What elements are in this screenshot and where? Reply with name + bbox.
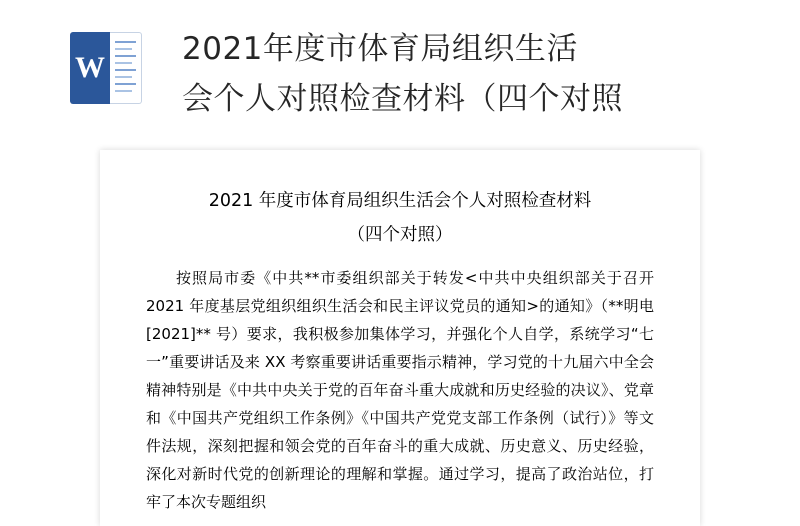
document-title [146,184,654,252]
word-document-icon [70,32,142,104]
document-sheet [100,150,700,526]
document-title-line1: 2021 年度市体育局组织生活会个人对照检查材料 [208,191,592,211]
document-title-line2: （四个对照） [347,225,453,245]
word-icon-letter: W [70,32,110,104]
document-paragraph: 按照局市委《中共**市委组织部关于转发<中共中央组织部关于召开 2021 年度基层党组织组织生活会和民主评议党员的通知>的通知》（**明电[2021]** 号）要求，我积极参加集体学习，并强化个人自学，系统学习“七一”重要讲话及来 XX 考察重要讲话重要指示精神，学习党的十九届六中全会精神特别是《中共中央关于党的百年奋斗重大成就和历史经验的决议》、党章和《中国共产党组织工作条例》《中国共产党党支部工作条例（试行）》等文件法规，深刻把握和领会党的百年奋斗的重大成就、历史意义、历史经验，深化对新时代党的创新理论的理解和掌握。通过学习，提高了政治站位，打牢了本次专题组织 [146,269,654,511]
preview-header [0,0,800,150]
page-title [182,24,782,124]
word-icon-lines [110,32,142,104]
page-title-line1: 2021年度市体育局组织生活 [182,31,578,67]
page-title-line2: 会个人对照检查材料（四个对照 [182,81,623,117]
